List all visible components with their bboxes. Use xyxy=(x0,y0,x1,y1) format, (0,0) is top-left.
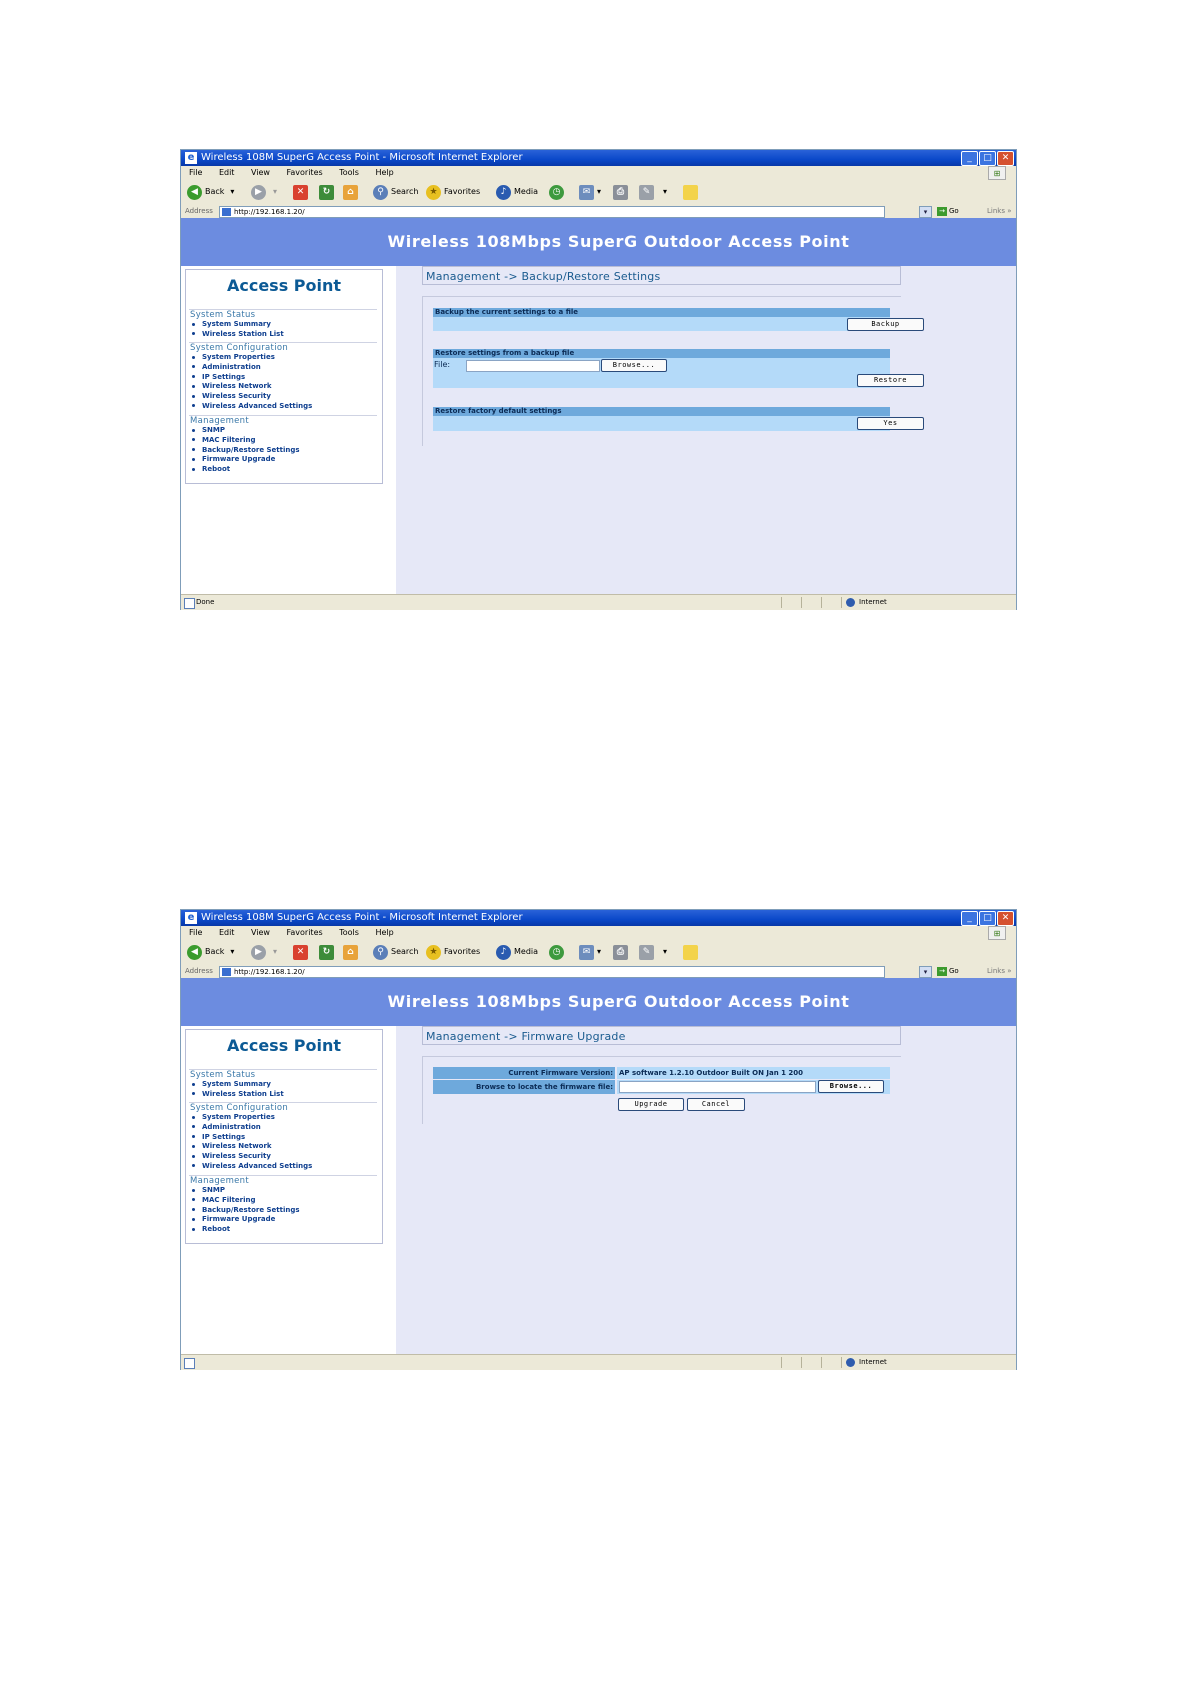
favorites-button[interactable]: ★ Favorites xyxy=(426,943,480,961)
nav-item-system-summary[interactable]: System Summary xyxy=(190,1080,284,1090)
home-button[interactable] xyxy=(343,183,361,201)
browser-window-backup-restore xyxy=(180,149,1017,610)
mail-button[interactable]: ✉ ▾ xyxy=(579,943,601,961)
status-bar xyxy=(181,594,1016,610)
address-dropdown-icon[interactable]: ▾ xyxy=(919,966,932,978)
backup-heading: Backup the current settings to a file xyxy=(433,308,890,317)
search-icon: ⚲ xyxy=(373,945,388,960)
firmware-file-row xyxy=(433,1080,890,1095)
menu-edit[interactable]: Edit xyxy=(218,928,235,937)
star-icon: ★ xyxy=(426,945,441,960)
menu-tools[interactable]: Tools xyxy=(339,928,359,937)
links-button[interactable]: Links » xyxy=(987,967,1012,975)
nav-box xyxy=(185,269,383,484)
search-button[interactable]: ⚲ Search xyxy=(373,943,418,961)
forward-button[interactable]: ▶ ▾ xyxy=(251,943,277,961)
media-icon: ♪ xyxy=(496,185,511,200)
menu-help[interactable]: Help xyxy=(375,928,394,937)
nav-heading: Management xyxy=(190,1176,249,1186)
upgrade-button[interactable]: Upgrade xyxy=(618,1098,684,1111)
address-bar xyxy=(181,205,1016,218)
favorites-button[interactable]: ★ Favorites xyxy=(426,183,480,201)
messenger-button[interactable] xyxy=(683,943,701,961)
browser-window-firmware-upgrade xyxy=(180,909,1017,1370)
back-arrow-icon: ◀ xyxy=(187,945,202,960)
nav-item-system-properties[interactable]: System Properties xyxy=(190,1113,312,1123)
ie-logo-icon: e xyxy=(185,152,197,164)
maximize-button[interactable]: □ xyxy=(979,151,996,166)
firmware-table xyxy=(433,1067,890,1108)
nav-item-reboot[interactable]: Reboot xyxy=(190,1225,300,1235)
refresh-button[interactable] xyxy=(319,943,337,961)
mail-icon: ✉ xyxy=(579,185,594,200)
menu-file[interactable]: File xyxy=(189,168,203,177)
content-area xyxy=(396,266,1016,594)
refresh-icon: ↻ xyxy=(319,945,334,960)
go-button[interactable]: → Go xyxy=(937,205,959,218)
nav-section-management xyxy=(190,1177,300,1235)
backup-row xyxy=(433,317,900,331)
content-divider xyxy=(422,1056,901,1057)
backup-section xyxy=(433,308,900,331)
edit-icon: ✎ xyxy=(639,945,654,960)
nav-item-wireless-network[interactable]: Wireless Network xyxy=(190,1142,312,1152)
sidebar-title: Access Point xyxy=(226,276,342,295)
nav-item-wireless-advanced-settings[interactable]: Wireless Advanced Settings xyxy=(190,1162,312,1172)
page-icon xyxy=(222,968,231,976)
nav-item-wireless-station-list[interactable]: Wireless Station List xyxy=(190,1090,284,1100)
firmware-version-row xyxy=(433,1067,890,1080)
star-icon: ★ xyxy=(426,185,441,200)
nav-item-reboot[interactable]: Reboot xyxy=(190,465,300,475)
stop-button[interactable] xyxy=(293,943,311,961)
media-button[interactable]: ♪ Media xyxy=(496,183,538,201)
current-firmware-value: AP software 1.2.10 Outdoor Built ON Jan 1 200 xyxy=(617,1067,890,1079)
breadcrumb: Management -> Backup/Restore Settings xyxy=(422,266,901,285)
back-button[interactable]: ◀ Back ▾ xyxy=(187,183,234,201)
nav-section-system-status xyxy=(190,1071,284,1100)
history-icon: ◷ xyxy=(549,185,564,200)
refresh-button[interactable] xyxy=(319,183,337,201)
restore-heading: Restore settings from a backup file xyxy=(433,349,890,358)
stop-icon: ✕ xyxy=(293,185,308,200)
nav-heading: System Configuration xyxy=(190,343,289,353)
file-label: File: xyxy=(434,360,451,369)
nav-item-ip-settings[interactable]: IP Settings xyxy=(190,1133,312,1143)
go-button[interactable]: → Go xyxy=(937,965,959,978)
globe-icon xyxy=(846,1358,855,1367)
back-arrow-icon: ◀ xyxy=(187,185,202,200)
ie-logo-icon: e xyxy=(185,912,197,924)
page-banner: Wireless 108Mbps SuperG Outdoor Access Point xyxy=(181,218,1016,266)
print-button[interactable] xyxy=(613,943,631,961)
factory-yes-button[interactable]: Yes xyxy=(857,417,924,430)
window-title: Wireless 108M SuperG Access Point - Microsoft Internet Explorer xyxy=(201,912,523,923)
window-titlebar xyxy=(181,150,1016,166)
window-title: Wireless 108M SuperG Access Point - Microsoft Internet Explorer xyxy=(201,152,523,163)
breadcrumb: Management -> Firmware Upgrade xyxy=(422,1026,901,1045)
cancel-button[interactable]: Cancel xyxy=(687,1098,745,1111)
history-button[interactable] xyxy=(549,943,567,961)
nav-item-snmp[interactable]: SNMP xyxy=(190,426,300,436)
search-icon: ⚲ xyxy=(373,185,388,200)
firmware-file-input[interactable] xyxy=(619,1081,816,1093)
nav-heading: System Status xyxy=(190,310,256,320)
address-input[interactable]: http://192.168.1.20/ xyxy=(219,966,885,978)
menu-file[interactable]: File xyxy=(189,928,203,937)
note-icon xyxy=(683,945,698,960)
forward-button[interactable]: ▶ ▾ xyxy=(251,183,277,201)
print-icon: ⎙ xyxy=(613,945,628,960)
address-label: Address xyxy=(185,967,213,975)
edit-button[interactable]: ✎ ▾ xyxy=(639,183,667,201)
print-icon: ⎙ xyxy=(613,185,628,200)
backup-button[interactable]: Backup xyxy=(847,318,924,331)
globe-icon xyxy=(846,598,855,607)
restore-row xyxy=(433,358,907,388)
zone-indicator: Internet xyxy=(846,1355,887,1370)
page-viewport xyxy=(181,978,1016,1354)
note-icon xyxy=(683,185,698,200)
restore-file-input[interactable] xyxy=(466,360,600,372)
edit-icon: ✎ xyxy=(639,185,654,200)
maximize-button[interactable]: □ xyxy=(979,911,996,926)
content-area xyxy=(396,1026,1016,1354)
windows-logo-icon: ⊞ xyxy=(988,166,1006,180)
nav-item-snmp[interactable]: SNMP xyxy=(190,1186,300,1196)
windows-logo-icon: ⊞ xyxy=(988,926,1006,940)
nav-box xyxy=(185,1029,383,1244)
status-text: Done xyxy=(196,598,215,606)
forward-arrow-icon: ▶ xyxy=(251,945,266,960)
zone-indicator: Internet xyxy=(846,595,887,610)
back-button[interactable]: ◀ Back ▾ xyxy=(187,943,234,961)
stop-icon: ✕ xyxy=(293,945,308,960)
nav-item-administration[interactable]: Administration xyxy=(190,363,312,373)
restore-browse-button[interactable]: Browse... xyxy=(601,359,667,372)
address-input[interactable]: http://192.168.1.20/ xyxy=(219,206,885,218)
minimize-button[interactable]: _ xyxy=(961,151,978,166)
minimize-button[interactable]: _ xyxy=(961,911,978,926)
search-button[interactable]: ⚲ Search xyxy=(373,183,418,201)
factory-row xyxy=(433,416,898,431)
nav-item-wireless-network[interactable]: Wireless Network xyxy=(190,382,312,392)
mail-icon: ✉ xyxy=(579,945,594,960)
window-titlebar xyxy=(181,910,1016,926)
content-divider xyxy=(422,296,423,446)
current-firmware-label: Current Firmware Version: xyxy=(433,1067,615,1079)
home-icon: ⌂ xyxy=(343,945,358,960)
messenger-button[interactable] xyxy=(683,183,701,201)
forward-arrow-icon: ▶ xyxy=(251,185,266,200)
close-button[interactable]: ✕ xyxy=(997,911,1014,926)
restore-button[interactable]: Restore xyxy=(857,374,924,387)
page-icon xyxy=(222,208,231,216)
address-bar xyxy=(181,965,1016,978)
nav-section-system-configuration xyxy=(190,1104,312,1172)
address-dropdown-icon[interactable]: ▾ xyxy=(919,206,932,218)
menu-favorites[interactable]: Favorites xyxy=(286,168,323,177)
nav-item-administration[interactable]: Administration xyxy=(190,1123,312,1133)
nav-section-management xyxy=(190,417,300,475)
nav-item-wireless-advanced-settings[interactable]: Wireless Advanced Settings xyxy=(190,402,312,412)
home-button[interactable] xyxy=(343,943,361,961)
menu-view[interactable]: View xyxy=(250,928,270,937)
close-button[interactable]: ✕ xyxy=(997,151,1014,166)
sidebar-title: Access Point xyxy=(226,1036,342,1055)
stop-button[interactable] xyxy=(293,183,311,201)
page-icon xyxy=(184,1358,195,1369)
menu-help[interactable]: Help xyxy=(375,168,394,177)
nav-section-system-configuration xyxy=(190,344,312,412)
nav-item-mac-filtering[interactable]: MAC Filtering xyxy=(190,436,300,446)
history-icon: ◷ xyxy=(549,945,564,960)
menu-edit[interactable]: Edit xyxy=(218,168,235,177)
factory-heading: Restore factory default settings xyxy=(433,407,890,416)
address-label: Address xyxy=(185,207,213,215)
content-divider xyxy=(422,1056,423,1124)
menu-favorites[interactable]: Favorites xyxy=(286,928,323,937)
media-icon: ♪ xyxy=(496,945,511,960)
nav-item-firmware-upgrade[interactable]: Firmware Upgrade xyxy=(190,1215,300,1225)
nav-item-wireless-security[interactable]: Wireless Security xyxy=(190,1152,312,1162)
page-viewport xyxy=(181,218,1016,594)
go-arrow-icon: → xyxy=(937,207,947,216)
nav-item-mac-filtering[interactable]: MAC Filtering xyxy=(190,1196,300,1206)
browser-toolbar xyxy=(181,179,1016,205)
sidebar xyxy=(181,1026,396,1354)
home-icon: ⌂ xyxy=(343,185,358,200)
menu-view[interactable]: View xyxy=(250,168,270,177)
page-banner: Wireless 108Mbps SuperG Outdoor Access Point xyxy=(181,978,1016,1026)
browse-firmware-cell xyxy=(617,1080,890,1094)
status-bar xyxy=(181,1354,1016,1370)
page-done-icon xyxy=(184,598,195,609)
media-button[interactable]: ♪ Media xyxy=(496,943,538,961)
nav-item-backup-restore-settings[interactable]: Backup/Restore Settings xyxy=(190,446,300,456)
menu-tools[interactable]: Tools xyxy=(339,168,359,177)
nav-item-wireless-station-list[interactable]: Wireless Station List xyxy=(190,330,284,340)
nav-heading: System Configuration xyxy=(190,1103,289,1113)
nav-heading: System Status xyxy=(190,1070,256,1080)
menu-bar xyxy=(181,166,1016,179)
content-divider xyxy=(422,296,901,297)
menu-bar xyxy=(181,926,1016,939)
print-button[interactable] xyxy=(613,183,631,201)
history-button[interactable] xyxy=(549,183,567,201)
edit-button[interactable]: ✎ ▾ xyxy=(639,943,667,961)
nav-item-system-properties[interactable]: System Properties xyxy=(190,353,312,363)
refresh-icon: ↻ xyxy=(319,185,334,200)
nav-item-ip-settings[interactable]: IP Settings xyxy=(190,373,312,383)
go-arrow-icon: → xyxy=(937,967,947,976)
nav-section-system-status xyxy=(190,311,284,340)
nav-item-firmware-upgrade[interactable]: Firmware Upgrade xyxy=(190,455,300,465)
factory-section xyxy=(433,407,898,431)
nav-item-wireless-security[interactable]: Wireless Security xyxy=(190,392,312,402)
restore-section xyxy=(433,349,907,388)
firmware-browse-button[interactable]: Browse... xyxy=(818,1080,884,1093)
browser-toolbar xyxy=(181,939,1016,965)
nav-item-backup-restore-settings[interactable]: Backup/Restore Settings xyxy=(190,1206,300,1216)
nav-item-system-summary[interactable]: System Summary xyxy=(190,320,284,330)
browse-firmware-label: Browse to locate the firmware file: xyxy=(433,1080,615,1094)
links-button[interactable]: Links » xyxy=(987,207,1012,215)
nav-heading: Management xyxy=(190,416,249,426)
mail-button[interactable]: ✉ ▾ xyxy=(579,183,601,201)
sidebar xyxy=(181,266,396,594)
